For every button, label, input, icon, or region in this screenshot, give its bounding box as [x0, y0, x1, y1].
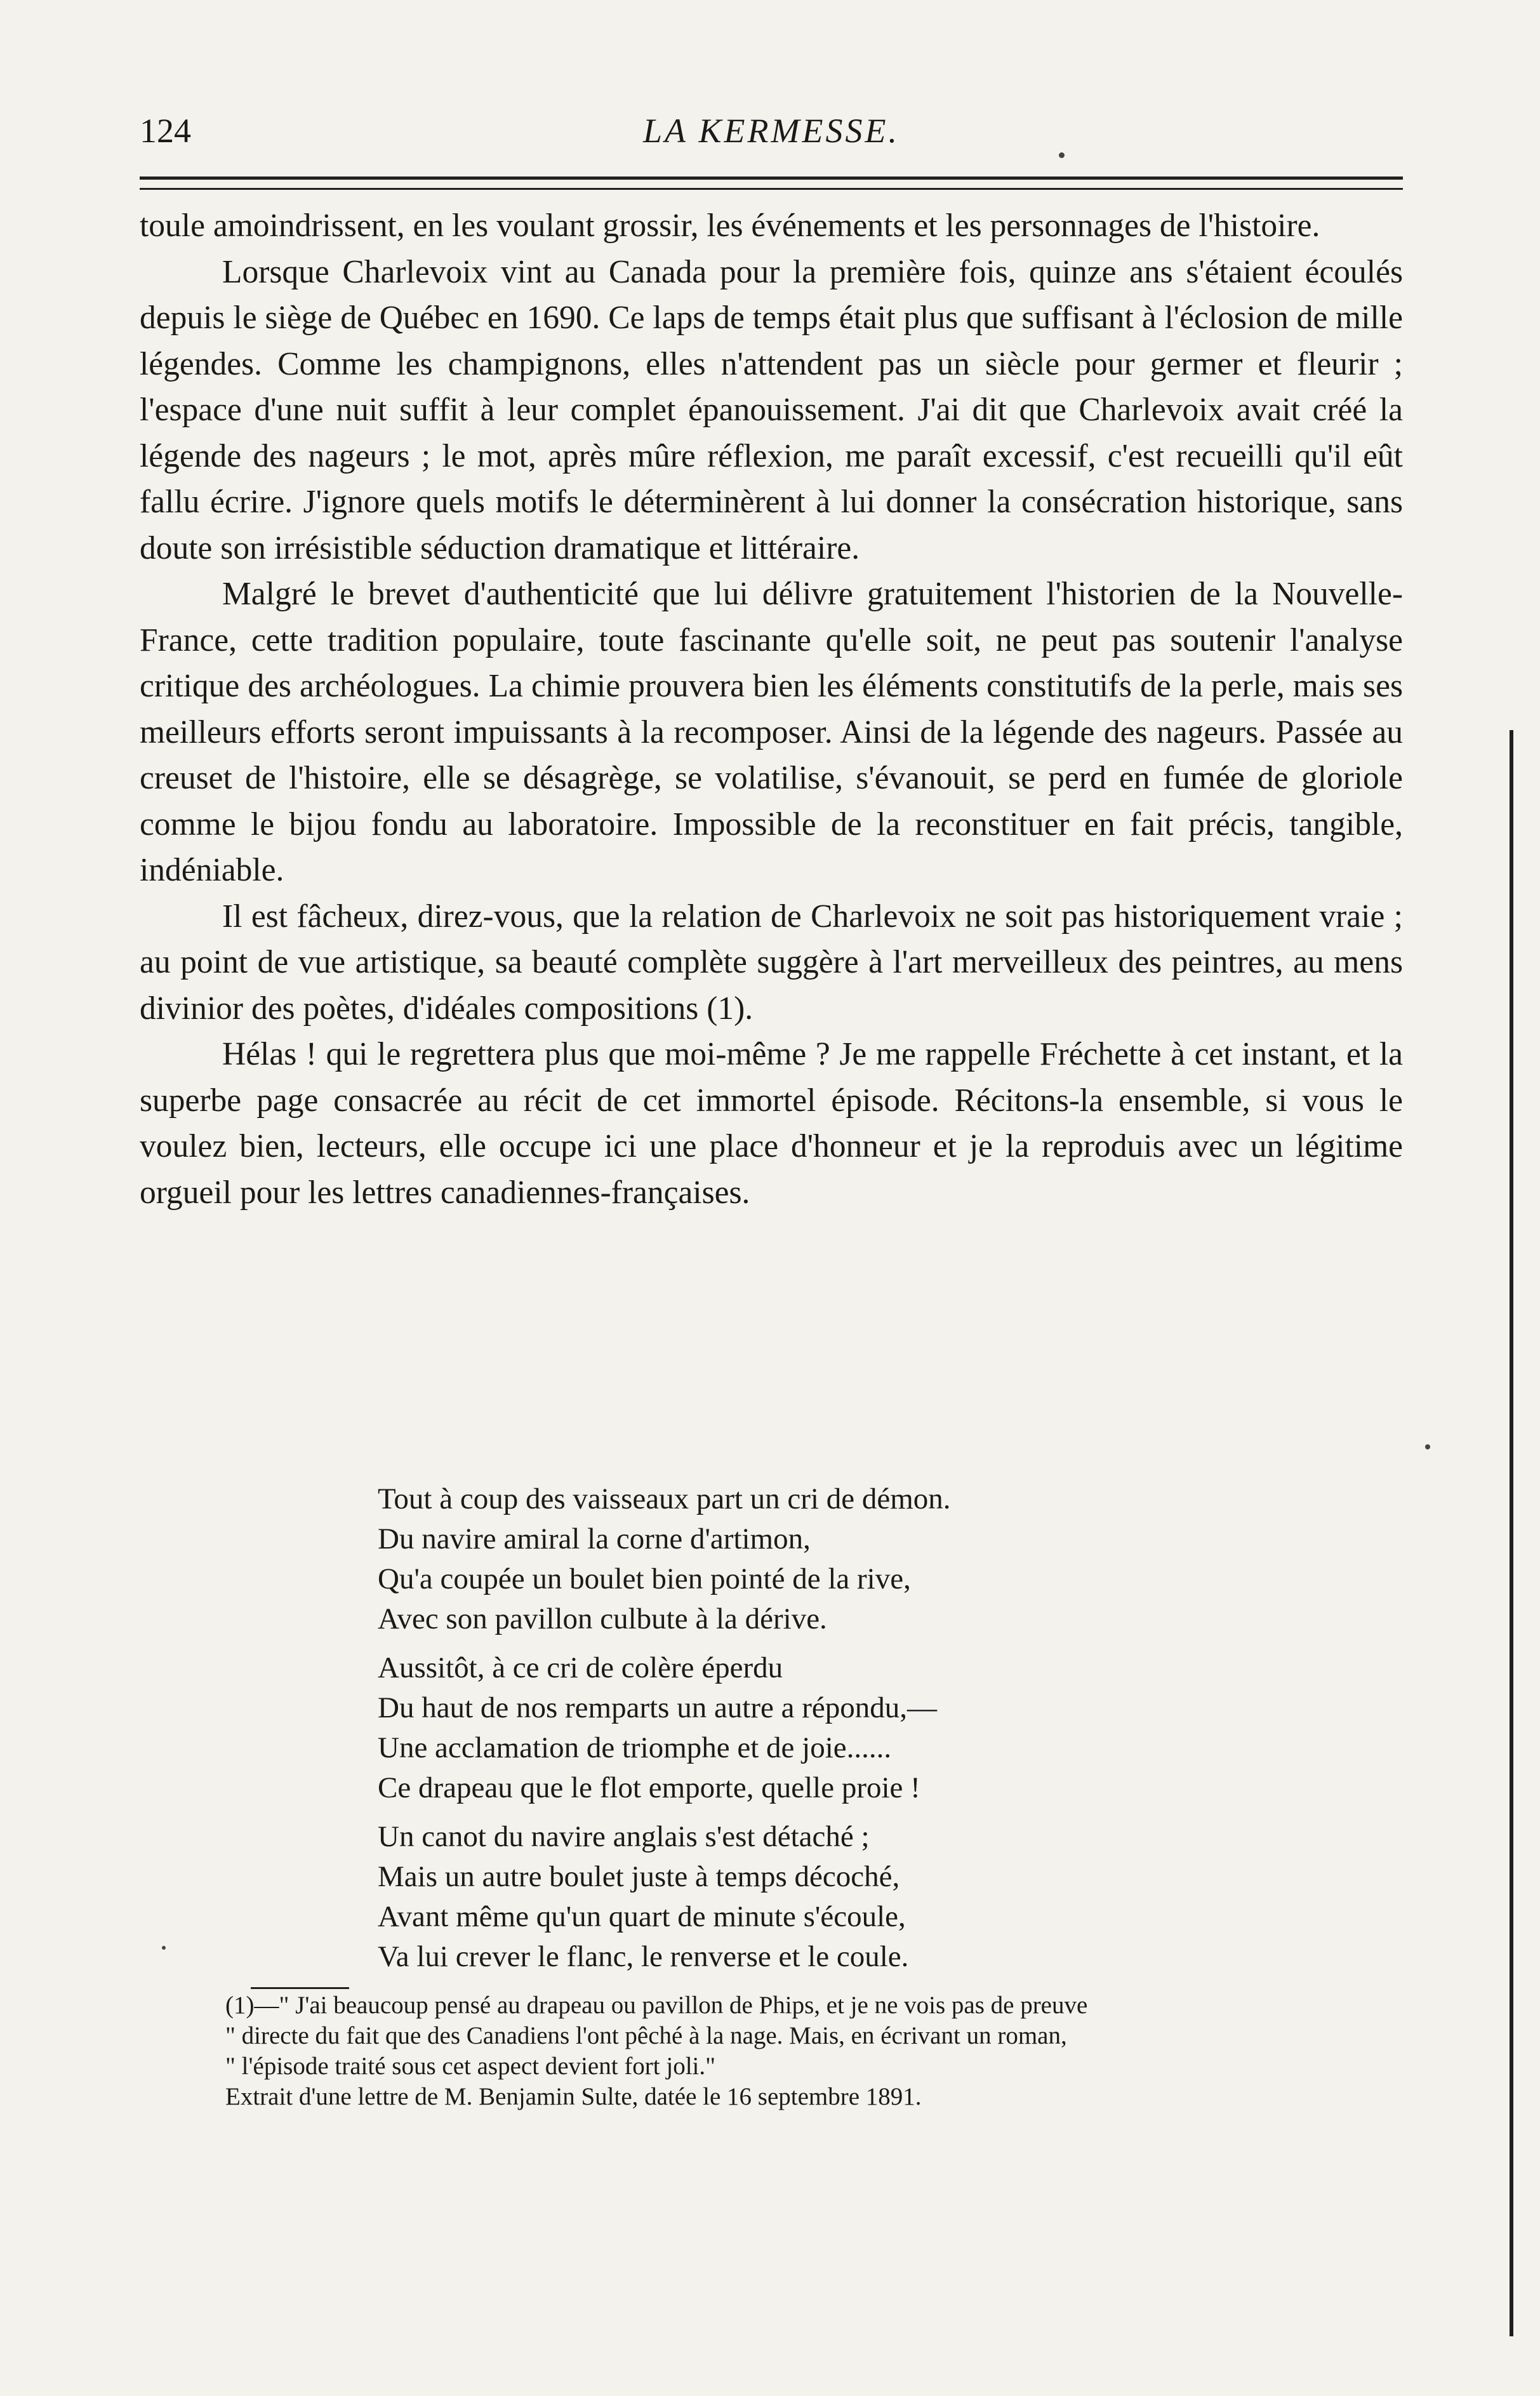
- page-header: [140, 111, 1403, 156]
- footnote: [225, 1990, 1403, 2112]
- poem-stanza-1: [378, 1479, 1330, 1639]
- footnote-rule: [251, 1987, 349, 1989]
- poem: [378, 1479, 1330, 1986]
- verse: Du haut de nos remparts un autre a répondu,—: [378, 1691, 937, 1724]
- verse: Un canot du navire anglais s'est détaché ;: [378, 1820, 870, 1853]
- verse: Aussitôt, à ce cri de colère éperdu: [378, 1651, 783, 1684]
- verse: Avec son pavillon culbute à la dérive.: [378, 1602, 827, 1635]
- verse: Qu'a coupée un boulet bien pointé de la rive,: [378, 1562, 911, 1595]
- footnote-line: " l'épisode traité sous cet aspect devient fort joli.": [225, 2053, 716, 2080]
- verse: Ce drapeau que le flot emporte, quelle proie !: [378, 1771, 920, 1804]
- scan-margin-line: [1510, 730, 1513, 2336]
- poem-stanza-2: [378, 1648, 1330, 1808]
- header-rule-thin: [140, 188, 1403, 190]
- verse: Avant même qu'un quart de minute s'écoule,: [378, 1900, 906, 1933]
- scan-speck: [1425, 1444, 1430, 1449]
- verse: Une acclamation de triomphe et de joie......: [378, 1731, 892, 1764]
- verse: Tout à coup des vaisseaux part un cri de démon.: [378, 1482, 951, 1515]
- page-number: 124: [140, 112, 191, 150]
- paragraph: Hélas ! qui le regrettera plus que moi-même ? Je me rappelle Fréchette à cet instant, et la superbe page consacrée au récit de cet immortel épisode. Récitons-la ensemble, si vous le voulez bien, lecteurs, elle occupe ici une place d'honneur et je la reproduis avec un légitime orgueil pour les lettres canadiennes-françaises.: [140, 1036, 1403, 1211]
- footnote-credit: Extrait d'une lettre de M. Benjamin Sulte, datée le 16 septembre 1891.: [225, 2083, 922, 2110]
- header-rule-thick: [140, 176, 1403, 180]
- paragraph: Lorsque Charlevoix vint au Canada pour la première fois, quinze ans s'étaient écoulés depuis le siège de Québec en 1690. Ce laps de temps était plus que suffisant à l'éclosion de mille légendes. Comme les champignons, elles n'attendent pas un siècle pour germer et fleurir ; l'espace d'une nuit suffit à leur complet épanouissement. J'ai dit que Charlevoix avait créé la légende des nageurs ; le mot, après mûre réflexion, me paraît excessif, c'est recueilli qu'il eût fallu écrire. J'ignore quels motifs le déterminèrent à lui donner la consécration historique, sans doute son irrésistible séduction dramatique et littéraire.: [140, 253, 1403, 566]
- verse: Mais un autre boulet juste à temps décoché,: [378, 1860, 900, 1893]
- verse: Du navire amiral la corne d'artimon,: [378, 1522, 811, 1555]
- verse: Va lui crever le flanc, le renverse et le coule.: [378, 1940, 909, 1973]
- paragraph: toule amoindrissent, en les voulant grossir, les événements et les personnages de l'histoire.: [140, 208, 1320, 244]
- running-title: LA KERMESSE.: [643, 112, 899, 150]
- poem-stanza-3: [378, 1817, 1330, 1977]
- scan-speck: [1059, 152, 1065, 158]
- paragraph: Malgré le brevet d'authenticité que lui délivre gratuitement l'historien de la Nouvelle-France, cette tradition populaire, toute fascinante qu'elle soit, ne peut pas soutenir l'analyse critique des archéologues. La chimie prouvera bien les éléments constitutifs de la perle, mais ses meilleurs efforts seront impuissants à la recomposer. Ainsi de la légende des nageurs. Passée au creuset de l'histoire, elle se désagrège, se volatilise, s'évanouit, se perd en fumée de gloriole comme le bijou fondu au laboratoire. Impossible de la reconstituer en fait précis, tangible, indéniable.: [140, 576, 1403, 888]
- body-text: [140, 203, 1403, 1216]
- footnote-line: (1)—" J'ai beaucoup pensé au drapeau ou pavillon de Phips, et je ne vois pas de preuve: [225, 1992, 1088, 2019]
- paragraph: Il est fâcheux, direz-vous, que la relation de Charlevoix ne soit pas historiquement vraie ; au point de vue artistique, sa beauté complète suggère à l'art merveilleux des peintres, au mens divinior des poètes, d'idéales compositions (1).: [140, 898, 1403, 1027]
- scan-speck: [162, 1946, 166, 1950]
- footnote-line: " directe du fait que des Canadiens l'ont pêché à la nage. Mais, en écrivant un roman,: [225, 2022, 1067, 2049]
